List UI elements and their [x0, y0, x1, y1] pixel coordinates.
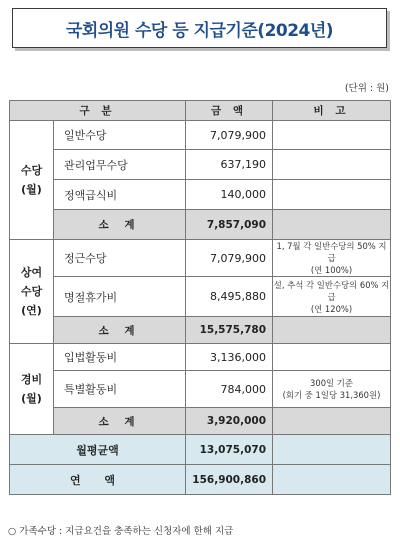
table-row: [10, 121, 391, 150]
item-name: 관리업무수당: [54, 150, 186, 180]
item-amount: 3,136,000: [186, 344, 273, 371]
group-label-bonus: 상여 수당 (연): [10, 240, 54, 344]
item-note: [273, 121, 391, 150]
subtotal-row: [10, 210, 391, 240]
subtotal-label: 소 계: [54, 408, 186, 435]
group-label-expenses: 경비 (월): [10, 344, 54, 435]
item-amount: 784,000: [186, 371, 273, 408]
header-amount: 금 액: [186, 101, 273, 121]
annual-total-amount: 156,900,860: [186, 465, 273, 495]
item-name: 특별활동비: [54, 371, 186, 408]
item-note: 300일 기준 (회기 중 1일당 31,360원): [273, 371, 391, 408]
monthly-average-row: [10, 435, 391, 465]
table-header-row: [10, 101, 391, 121]
item-amount: 7,079,900: [186, 121, 273, 150]
item-note: 1, 7월 각 일반수당의 50% 지급 (연 100%): [273, 240, 391, 277]
monthly-average-amount: 13,075,070: [186, 435, 273, 465]
monthly-average-label: 월평균액: [10, 435, 186, 465]
subtotal-row: [10, 317, 391, 344]
unit-label: (단위 : 원): [344, 83, 389, 94]
title-box: [12, 8, 387, 48]
item-name: 명절휴가비: [54, 277, 186, 317]
subtotal-label: 소 계: [54, 210, 186, 240]
table-row: [10, 371, 391, 408]
item-name: 정근수당: [54, 240, 186, 277]
subtotal-amount: 15,575,780: [186, 317, 273, 344]
table-row: [10, 150, 391, 180]
item-note: [273, 150, 391, 180]
footnote: ○ 가족수당 : 지급요건을 충족하는 신청자에 한해 지급: [8, 526, 234, 537]
header-category: 구 분: [10, 101, 186, 121]
item-name: 입법활동비: [54, 344, 186, 371]
allowance-table: [9, 100, 391, 495]
annual-total-row: [10, 465, 391, 495]
item-amount: 8,495,880: [186, 277, 273, 317]
item-amount: 637,190: [186, 150, 273, 180]
item-note: [273, 344, 391, 371]
item-amount: 140,000: [186, 180, 273, 210]
table-row: [10, 180, 391, 210]
item-note: [273, 180, 391, 210]
table-row: [10, 344, 391, 371]
group-label-allowance: 수당 (월): [10, 121, 54, 240]
subtotal-row: [10, 408, 391, 435]
table-row: [10, 277, 391, 317]
subtotal-amount: 7,857,090: [186, 210, 273, 240]
item-amount: 7,079,900: [186, 240, 273, 277]
subtotal-label: 소 계: [54, 317, 186, 344]
page-title: 국회의원 수당 등 지급기준(2024년): [65, 20, 334, 41]
item-note: 설, 추석 각 일반수당의 60% 지급 (연 120%): [273, 277, 391, 317]
item-name: 일반수당: [54, 121, 186, 150]
subtotal-amount: 3,920,000: [186, 408, 273, 435]
annual-total-label: 연 액: [10, 465, 186, 495]
item-name: 정액급식비: [54, 180, 186, 210]
table-row: [10, 240, 391, 277]
header-remarks: 비 고: [273, 101, 391, 121]
